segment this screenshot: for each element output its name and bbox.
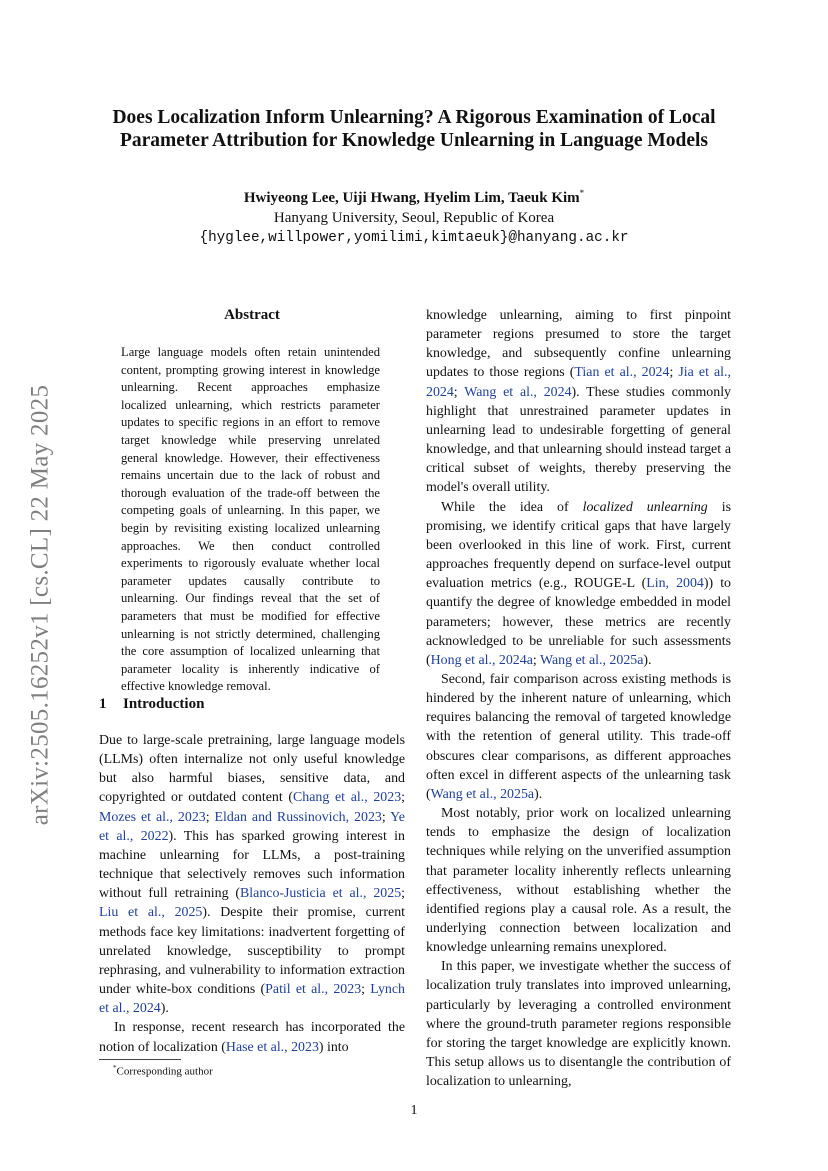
paragraph-text: knowledge unlearning, aiming to first pinpoint parameter regions presumed to store the target knowledge, and subsequently confine unlearning updates to those regions (: [426, 308, 731, 381]
footnote-text: Corresponding author: [116, 1065, 213, 1078]
arxiv-stamp-text: arXiv:2505.16252v1 [cs.CL] 22 May 2025: [26, 384, 54, 826]
abstract-text: Large language models often retain unintended content, prompting growing interest in knowledge unlearning. Recent approaches emphasize localized unlearning, which restricts parameter updates to specific regions in an effort to remove target knowledge while preserving unrelated general knowledge. However, their effectiveness remains uncertain due to the lack of robust and thorough evaluation of the trade-off between the competing goals of unlearning. In this paper, we begin by revisiting existing localized unlearning approaches. We then conduct controlled experiments to rigorously evaluate whether local parameter updates causally contribute to unlearning. Our findings reveal that the set of parameters that must be modified for effective unlearning is not strictly determined, challenging the core assumption of localized unlearning that parameter locality is inherently indicative of effective knowledge removal.: [121, 345, 380, 694]
paragraph-text: While the idea of: [441, 499, 583, 515]
right-paragraph-3: [426, 670, 731, 804]
citation-separator: ;: [401, 886, 405, 902]
emphasis-text: localized unlearning: [582, 499, 708, 515]
footnote-divider: [99, 1059, 181, 1060]
citation-link[interactable]: Chang et al., 2023: [293, 790, 402, 806]
abstract-heading: Abstract: [224, 307, 280, 323]
citation-link[interactable]: Lin, 2004: [646, 576, 704, 592]
intro-paragraph-2: [99, 1018, 405, 1056]
right-paragraph-2: [426, 498, 731, 670]
footnote-mark: *: [113, 1064, 117, 1072]
paragraph-text: Second, fair comparison across existing methods is hindered by the inherent nature of unlearning, which requires balancing the removal of targeted knowledge with the retention of general utility. This trade-off obscures clear comparisons, as different approaches often excel in different aspects of the unlearning task (: [426, 671, 731, 802]
author-names: [0, 183, 828, 208]
paragraph-text: ). This has sparked growing interest in machine unlearning for LLMs, a post-training technique that selectively removes such information without full retraining (: [99, 828, 405, 902]
citation-link[interactable]: Blanco-Justicia et al., 2025: [240, 886, 402, 902]
citation-link[interactable]: Wang et al., 2025a: [539, 652, 644, 668]
section-number: 1: [99, 696, 107, 712]
paragraph-text: ). Despite their promise, current methods face key limitations: inadvertent forgetting of unrelated knowledge, susceptibility to prompt rephrasing, and vulnerability to information extraction under white-box conditions (: [99, 905, 405, 998]
citation-link[interactable]: Lynch et al., 2024: [99, 982, 405, 1017]
right-paragraph-5: In this paper, we investigate whether the success of localization truly translates into improved unlearning, particularly by leveraging a controlled environment where the ground-truth parameter regions responsible for storing the target knowledge are explicitly known. This setup allows us to disentangle the contribution of localization to unlearning,: [426, 959, 731, 1090]
citation-link[interactable]: Wang et al., 2024: [464, 384, 572, 400]
author-names-text: Hwiyeong Lee, Uiji Hwang, Hyelim Lim, Taeuk Kim: [243, 190, 580, 206]
citation-separator: ;: [453, 384, 465, 400]
right-column-body: [426, 306, 731, 1091]
page-number: 1: [410, 1103, 418, 1118]
paragraph-text: )) to quantify the degree of knowledge embedded in model parameters; however, these metrics are recently acknowledged to be unreliable for such assessments (: [426, 576, 732, 668]
title-line-2: Parameter Attribution for Knowledge Unlearning in Language Models: [119, 130, 709, 151]
right-paragraph-4: Most notably, prior work on localized unlearning tends to emphasize the design of localization techniques while relying on the unverified assumption that parameter locality inherently reflects unlearning effectiveness, without establishing whether the identified regions play a causal role. As a result, the underlying connection between localization and knowledge unlearning remains unexplored.: [426, 806, 731, 956]
citation-link[interactable]: Hong et al., 2024a: [430, 652, 533, 668]
author-affiliation: Hanyang University, Seoul, Republic of Korea: [273, 210, 555, 226]
citation-link[interactable]: Wang et al., 2025a: [430, 786, 535, 802]
citation-link[interactable]: Jia et al., 2024: [426, 365, 731, 400]
author-block: [0, 183, 828, 248]
citation-link[interactable]: Ye et al., 2022: [99, 809, 405, 844]
paragraph-text: ).: [643, 652, 652, 668]
paragraph-text: ).: [160, 1001, 169, 1017]
citation-separator: ;: [361, 982, 371, 998]
citation-separator: ;: [381, 809, 391, 825]
citation-link[interactable]: Patil et al., 2023: [265, 982, 362, 998]
footnote: [113, 1064, 213, 1078]
citation-link[interactable]: Tian et al., 2024: [574, 365, 670, 381]
citation-separator: ;: [532, 652, 540, 668]
left-column-body: [99, 731, 405, 1057]
arxiv-identifier-stamp: [18, 355, 62, 855]
paragraph-text: ) into: [318, 1039, 349, 1055]
corresponding-author-mark: *: [579, 188, 585, 198]
right-paragraph-1: [426, 306, 731, 498]
citation-link[interactable]: Hase et al., 2023: [225, 1039, 319, 1055]
citation-separator: ;: [401, 790, 406, 806]
citation-link[interactable]: Eldan and Russinovich, 2023: [214, 809, 382, 825]
citation-link[interactable]: Liu et al., 2025: [99, 905, 203, 921]
paragraph-text: ).: [534, 786, 543, 802]
paragraph-text: Due to large-scale pretraining, large language models (LLMs) often internalize not only useful knowledge but also harmful biases, sensitive data, and copyrighted or outdated content (: [99, 733, 405, 806]
title-line-1: Does Localization Inform Unlearning? A Rigorous Examination of Local: [112, 107, 716, 128]
section-title: Introduction: [123, 696, 205, 712]
citation-link[interactable]: Mozes et al., 2023: [99, 809, 206, 825]
paragraph-text: ). These studies commonly highlight that unrestrained parameter updates in unlearning lead to undesirable forgetting of general knowledge, and that unlearning should instead target a critical subset of weights, thereby preserving the model's overall utility.: [426, 384, 731, 496]
section-heading-introduction: [99, 696, 204, 713]
intro-paragraph-1: [99, 731, 405, 1018]
paper-title: [80, 106, 748, 152]
author-email: {hyglee,willpower,yomilimi,kimtaeuk}@hanyang.ac.kr: [199, 230, 629, 246]
citation-separator: ;: [205, 809, 215, 825]
citation-separator: ;: [669, 365, 679, 381]
paragraph-text: is promising, we identify critical gaps that have largely been overlooked in this line of work. First, current approaches frequently depend on surface-level output evaluation metrics (e.g., ROUGE-L (: [426, 499, 731, 592]
paragraph-text: In response, recent research has incorporated the notion of localization (: [99, 1020, 405, 1055]
